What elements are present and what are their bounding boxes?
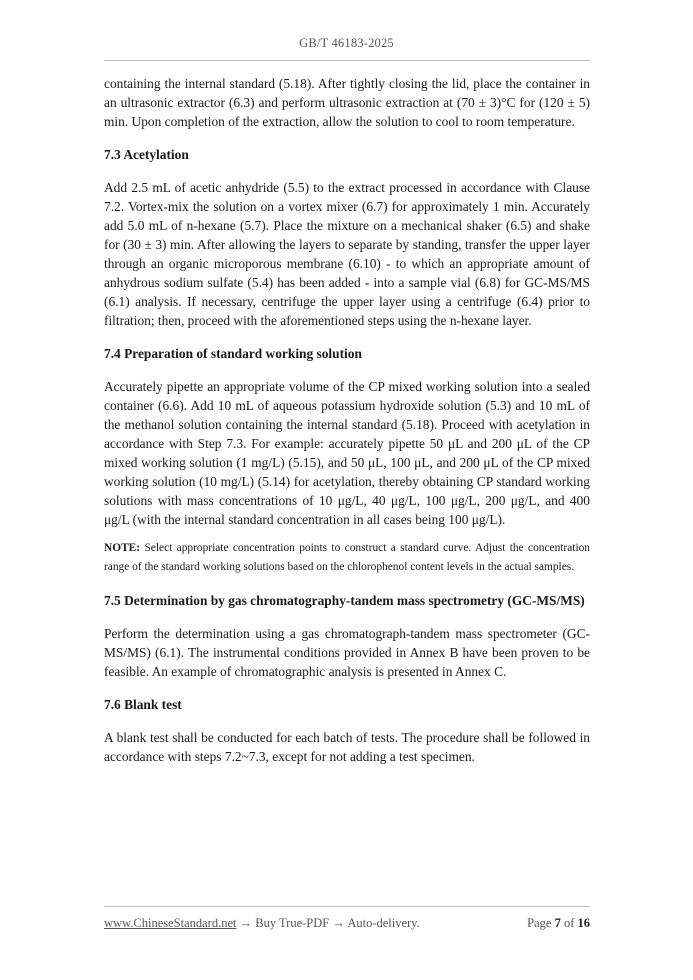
arrow-right-icon: → xyxy=(239,916,253,930)
paragraph-7-3: Add 2.5 mL of acetic anhydride (5.5) to the extract processed in accordance with Clause 7.2. Vortex-mix the solution on a vortex mixer (6.7) for approximately 1 min. Accurately add 5.0 mL of n-hexane (5.7). Place the mixture on a mechanical shaker (6.5) and shake for (30 ± 3) min. After allowing the layers to separate by standing, transfer the upper layer through an organic microporous membrane (6.10) - to which an appropriate amount of anhydrous sodium sulfate (5.4) has been added - into a sample vial (6.8) for GC-MS/MS (6.1) analysis. If necessary, centrifuge the upper layer using a centrifuge (6.4) prior to filtration; then, proceed with the aforementioned steps using the n-hexane layer. xyxy=(104,180,590,328)
page-header xyxy=(0,36,693,51)
buy-link[interactable]: Buy True-PDF xyxy=(255,916,330,930)
paragraph-continuation: containing the internal standard (5.18). After tightly closing the lid, place the container in an ultrasonic extractor (6.3) and perform ultrasonic extraction at (70 ± 3)°C for (120 ± 5) min. Upon completion of the extraction, allow the solution to cool to room temperature. xyxy=(104,76,590,129)
note xyxy=(104,539,590,577)
paragraph-7-5: Perform the determination using a gas chromatograph-tandem mass spectrometer (GC-MS/MS) (6.1). The instrumental conditions provided in Annex B have been proven to be feasible. An example of chromatographic analysis is presented in Annex C. xyxy=(104,626,590,679)
footer-divider xyxy=(104,906,590,907)
note-label: NOTE: xyxy=(104,542,141,554)
heading-7-6: 7.6 Blank test xyxy=(104,697,182,712)
total-pages: 16 xyxy=(577,916,590,930)
standard-code: GB/T 46183-2025 xyxy=(299,36,394,50)
document-body xyxy=(104,74,590,766)
current-page: 7 xyxy=(554,916,561,930)
delivery-text: Auto-delivery. xyxy=(347,916,420,930)
paragraph-7-6: A blank test shall be conducted for each batch of tests. The procedure shall be followed in accordance with steps 7.2~7.3, except for not adding a test specimen. xyxy=(104,730,590,764)
arrow-right-icon: → xyxy=(332,916,345,930)
page-word: Page xyxy=(527,916,552,930)
paragraph-7-4: Accurately pipette an appropriate volume of the CP mixed working solution into a sealed container (6.6). Add 10 mL of aqueous potassium hydroxide solution (5.3) and 10 mL of the methanol solution containing the internal standard (5.18). Proceed with acetylation in accordance with Step 7.3. For example: accurately pipette 50 μL and 200 μL of the CP mixed working solution (1 mg/L) (5.15), and 50 μL, 100 μL, and 200 μL of the CP mixed working solution (10 mg/L) (5.14) for acetylation, thereby obtaining CP standard working solutions with mass concentrations of 10 μg/L, 40 μg/L, 100 μg/L, 200 μg/L, and 400 μg/L (with the internal standard concentration in all cases being 100 μg/L). xyxy=(104,379,590,527)
header-divider xyxy=(104,60,590,61)
of-word: of xyxy=(563,916,575,930)
note-text: Select appropriate concentration points to construct a standard curve. Adjust the concentration range of the standard working solutions based on the chlorophenol content levels in the actual samples. xyxy=(104,542,591,573)
heading-7-3: 7.3 Acetylation xyxy=(104,147,189,162)
heading-7-5: 7.5 Determination by gas chromatography-tandem mass spectrometry (GC-MS/MS) xyxy=(104,593,585,608)
site-link[interactable]: www.ChineseStandard.net xyxy=(104,916,237,930)
footer-links xyxy=(104,916,420,931)
page-number xyxy=(527,916,590,931)
heading-7-4: 7.4 Preparation of standard working solution xyxy=(104,346,362,361)
